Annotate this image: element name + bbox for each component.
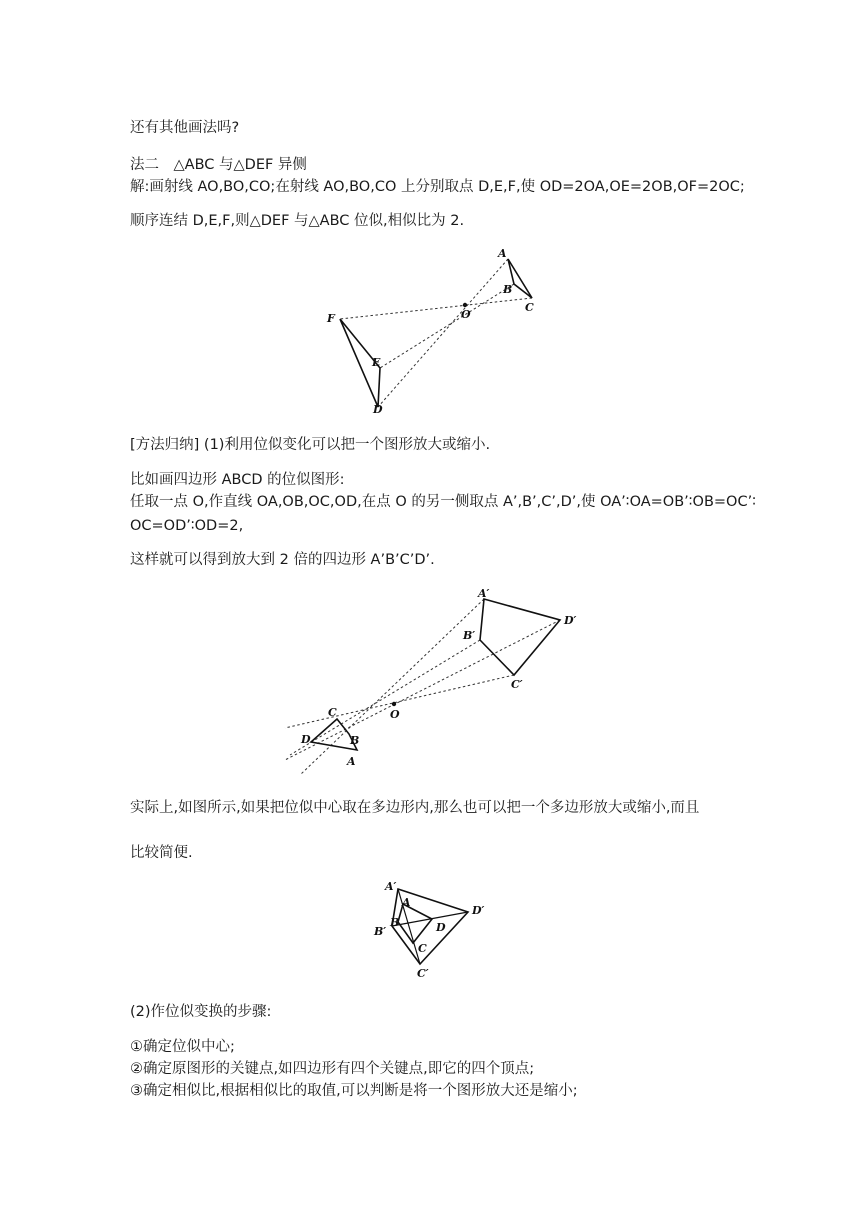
label-d: D xyxy=(436,921,446,934)
result-line: 这样就可以得到放大到 2 倍的四边形 A’B’C’D’. xyxy=(130,552,435,568)
label-b1: B′ xyxy=(374,925,387,938)
conclusion-line: 顺序连结 D,E,F,则△DEF 与△ABC 位似,相似比为 2. xyxy=(130,213,465,229)
label-c1: C′ xyxy=(511,678,523,691)
question-line: 还有其他画法吗? xyxy=(130,120,240,136)
method-two-heading: 法二 △ABC 与△DEF 异侧 xyxy=(130,157,307,173)
step-3: ③确定相似比,根据相似比的取值,可以判断是将一个图形放大还是缩小; xyxy=(130,1083,578,1099)
example-line: 比如画四边形 ABCD 的位似图形: xyxy=(130,472,345,488)
label-a: A xyxy=(347,755,356,768)
step-2: ②确定原图形的关键点,如四边形有四个关键点,即它的四个顶点; xyxy=(130,1061,535,1077)
label-d: D xyxy=(301,733,311,746)
label-o: O xyxy=(461,308,471,321)
label-b: B xyxy=(350,734,360,747)
label-a1: A′ xyxy=(478,587,490,600)
label-a: A xyxy=(498,247,507,260)
center-point-o xyxy=(392,702,396,706)
ray-co xyxy=(340,298,532,319)
label-d1: D′ xyxy=(472,904,485,917)
line-ob xyxy=(290,640,480,755)
label-a: A xyxy=(402,896,411,909)
step-1: ①确定位似中心; xyxy=(130,1039,235,1055)
label-d: D xyxy=(373,403,383,416)
label-o: O xyxy=(390,708,400,721)
label-a1: A′ xyxy=(385,880,397,893)
method-summary-line: [方法归纳] (1)利用位似变化可以把一个图形放大或缩小. xyxy=(130,437,491,453)
quadrilateral-a1b1c1d1 xyxy=(480,599,560,675)
construction-line-1: 任取一点 O,作直线 OA,OB,OC,OD,在点 O 的另一侧取点 A’,B’,C’,D’,使 OA’∶OA=OB’∶OB=OC’∶ xyxy=(130,494,756,510)
label-c1: C′ xyxy=(417,967,429,980)
label-c: C xyxy=(328,706,337,719)
construction-line-2: OC=OD’∶OD=2, xyxy=(130,518,244,534)
solution-line: 解:画射线 AO,BO,CO;在射线 AO,BO,CO 上分别取点 D,E,F,使 OD=2OA,OE=2OB,OF=2OC; xyxy=(130,179,745,195)
label-c: C xyxy=(525,301,534,314)
label-b: B xyxy=(503,283,513,296)
center-point-o xyxy=(463,303,467,307)
interior-center-line: 实际上,如图所示,如果把位似中心取在多边形内,那么也可以把一个多边形放大或缩小,而且 xyxy=(130,800,700,816)
label-d1: D′ xyxy=(564,614,577,627)
steps-heading: (2)作位似变换的步骤: xyxy=(130,1004,272,1020)
label-c: C xyxy=(418,942,427,955)
simpler-line: 比较简便. xyxy=(130,845,193,861)
label-f: F xyxy=(327,312,335,325)
figure-interior-center xyxy=(370,878,490,983)
label-e: E xyxy=(372,356,381,369)
label-b1: B′ xyxy=(463,629,476,642)
ray-ao xyxy=(378,259,508,407)
figure-quadrilateral-enlargement xyxy=(280,585,580,775)
figure-triangles-opposite-sides xyxy=(320,244,540,416)
ray-bo xyxy=(380,284,514,368)
label-b: B xyxy=(390,916,400,929)
line-oa xyxy=(300,599,484,775)
